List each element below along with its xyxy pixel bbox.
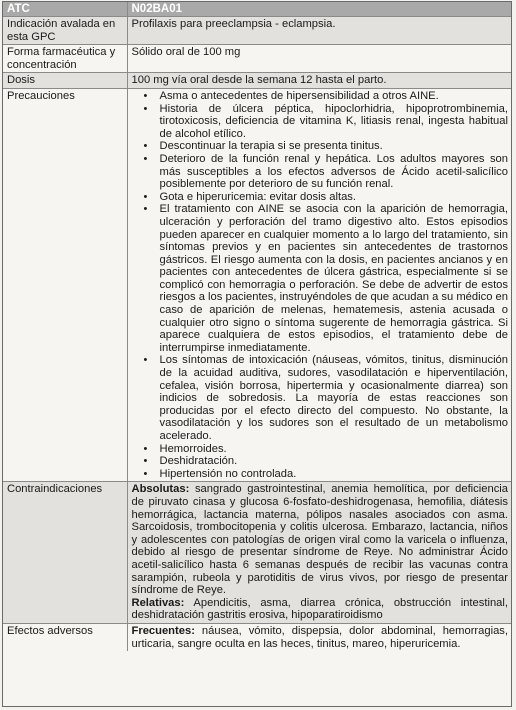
forma-label: Forma farmacéutica y concentración	[3, 45, 127, 73]
forma-row	[3, 45, 511, 73]
dosis-label: Dosis	[3, 73, 127, 89]
contraindicaciones-value	[127, 482, 511, 624]
atc-code: N02BA01	[127, 2, 511, 17]
forma-value: Sólido oral de 100 mg	[127, 45, 511, 73]
frecuentes-text: náusea, vómito, dispepsia, dolor abdominal, hemorragias, urticaria, sangre oculta en las heces, tinitus, mareo, hiperuricemia.	[131, 624, 508, 650]
list-item: • Descontinuar la terapia si se presenta tinitus.	[160, 140, 509, 153]
absolutas-text: sangrado gastrointestinal, anemia hemolítica, por deficiencia de piruvato cinasa y glucosa 6-fosfato-deshidrogenasa, hemofilia, diátesis hemorrágica, lactancia materna, pólipos nasales asociados con asma. Sarcoidosis, trombocitopenia y colitis ulcerosa. Embarazo, lactancia, niños y adolescentes con patologías de origen viral como la varicela o influenza, debido al riesgo de presentar síndrome de Reye. No administrar Ácido acetil-salicílico hasta 6 semanas después de recibir las vacunas contra sarampión, rubeola y parotiditis de virus vivos, por riesgo de presentar síndrome de Reye.	[131, 483, 508, 597]
frecuentes-label: Frecuentes:	[131, 624, 195, 637]
contraindicaciones-label: Contraindicaciones	[3, 482, 127, 624]
precauciones-row	[3, 88, 511, 481]
indicacion-label: Indicación avalada en esta GPC	[3, 17, 127, 45]
list-item: • Deterioro de la función renal y hepática. Los adultos mayores son más susceptibles a los efectos adversos de Ácido acetil-salicílico posiblemente por deterioro de su función renal.	[160, 153, 509, 191]
precauciones-list	[132, 90, 509, 480]
list-item: • Hipertensión no controlada.	[160, 468, 509, 481]
dosis-row	[3, 73, 511, 89]
list-item: • Historia de úlcera péptica, hipoclorhidria, hipoprotrombinemia, tirotoxicosis, deficiencia de vitamina K, litiasis renal, ingesta habitual de alcohol etílico.	[160, 103, 509, 141]
indicacion-row	[3, 17, 511, 45]
drug-monograph-table	[2, 1, 512, 707]
frecuentes-paragraph	[132, 625, 509, 650]
atc-label: ATC	[3, 2, 127, 17]
list-item: • Gota e hiperuricemia: evitar dosis altas.	[160, 191, 509, 204]
precauciones-value	[127, 88, 511, 481]
absolutas-label: Absolutas:	[131, 483, 190, 496]
indicacion-value: Profilaxis para preeclampsia - eclampsia.	[127, 17, 511, 45]
efectos-row	[3, 623, 511, 651]
relativas-paragraph	[132, 597, 509, 622]
relativas-label: Relativas:	[131, 596, 185, 609]
relativas-text: Apendicitis, asma, diarrea crónica, obstrucción intestinal, deshidratación gastritis erosiva, hipoparatiroidismo	[131, 596, 508, 622]
efectos-value	[127, 623, 511, 651]
efectos-label: Efectos adversos	[3, 623, 127, 651]
dosis-value: 100 mg vía oral desde la semana 12 hasta el parto.	[127, 73, 511, 89]
list-item: • Los síntomas de intoxicación (náuseas, vómitos, tinitus, disminución de la acuidad auditiva, sudores, vasodilatación e hiperventilación, cefalea, visión borrosa, hipertermia y ocasionalmente diarrea) son indicios de sobredosis. La mayoría de estas reacciones son producidas por el efecto directo del compuesto. No obstante, la vasodilatación y los sudores son el resultado de un metabolismo acelerado.	[160, 354, 509, 442]
list-item: • Hemorroides.	[160, 443, 509, 456]
list-item: • El tratamiento con AINE se asocia con la aparición de hemorragia, ulceración y perforación del tramo digestivo alto. Estos episodios pueden aparecer en cualquier momento a lo largo del tratamiento, sin síntomas previos y en pacientes sin antecedentes de trastornos gástricos. El riesgo aumenta con la dosis, en pacientes ancianos y en pacientes con antecedentes de úlcera gástrica, especialmente si se complicó con hemorragia o perforación. Se debe de advertir de estos riesgos a los pacientes, instruyéndoles de que acudan a su médico en caso de aparición de melenas, hematemesis, astenia acusada o cualquier otro signo o síntoma sugerente de hemorragia gástrica. Si aparece cualquiera de estos episodios, el tratamiento debe de interrumpirse inmediatamente.	[160, 203, 509, 354]
atc-row	[3, 2, 511, 17]
contraindicaciones-row	[3, 482, 511, 624]
list-item: • Asma o antecedentes de hipersensibilidad a otros AINE.	[160, 90, 509, 103]
list-item: • Deshidratación.	[160, 455, 509, 468]
precauciones-label: Precauciones	[3, 88, 127, 481]
absolutas-paragraph	[132, 483, 509, 596]
